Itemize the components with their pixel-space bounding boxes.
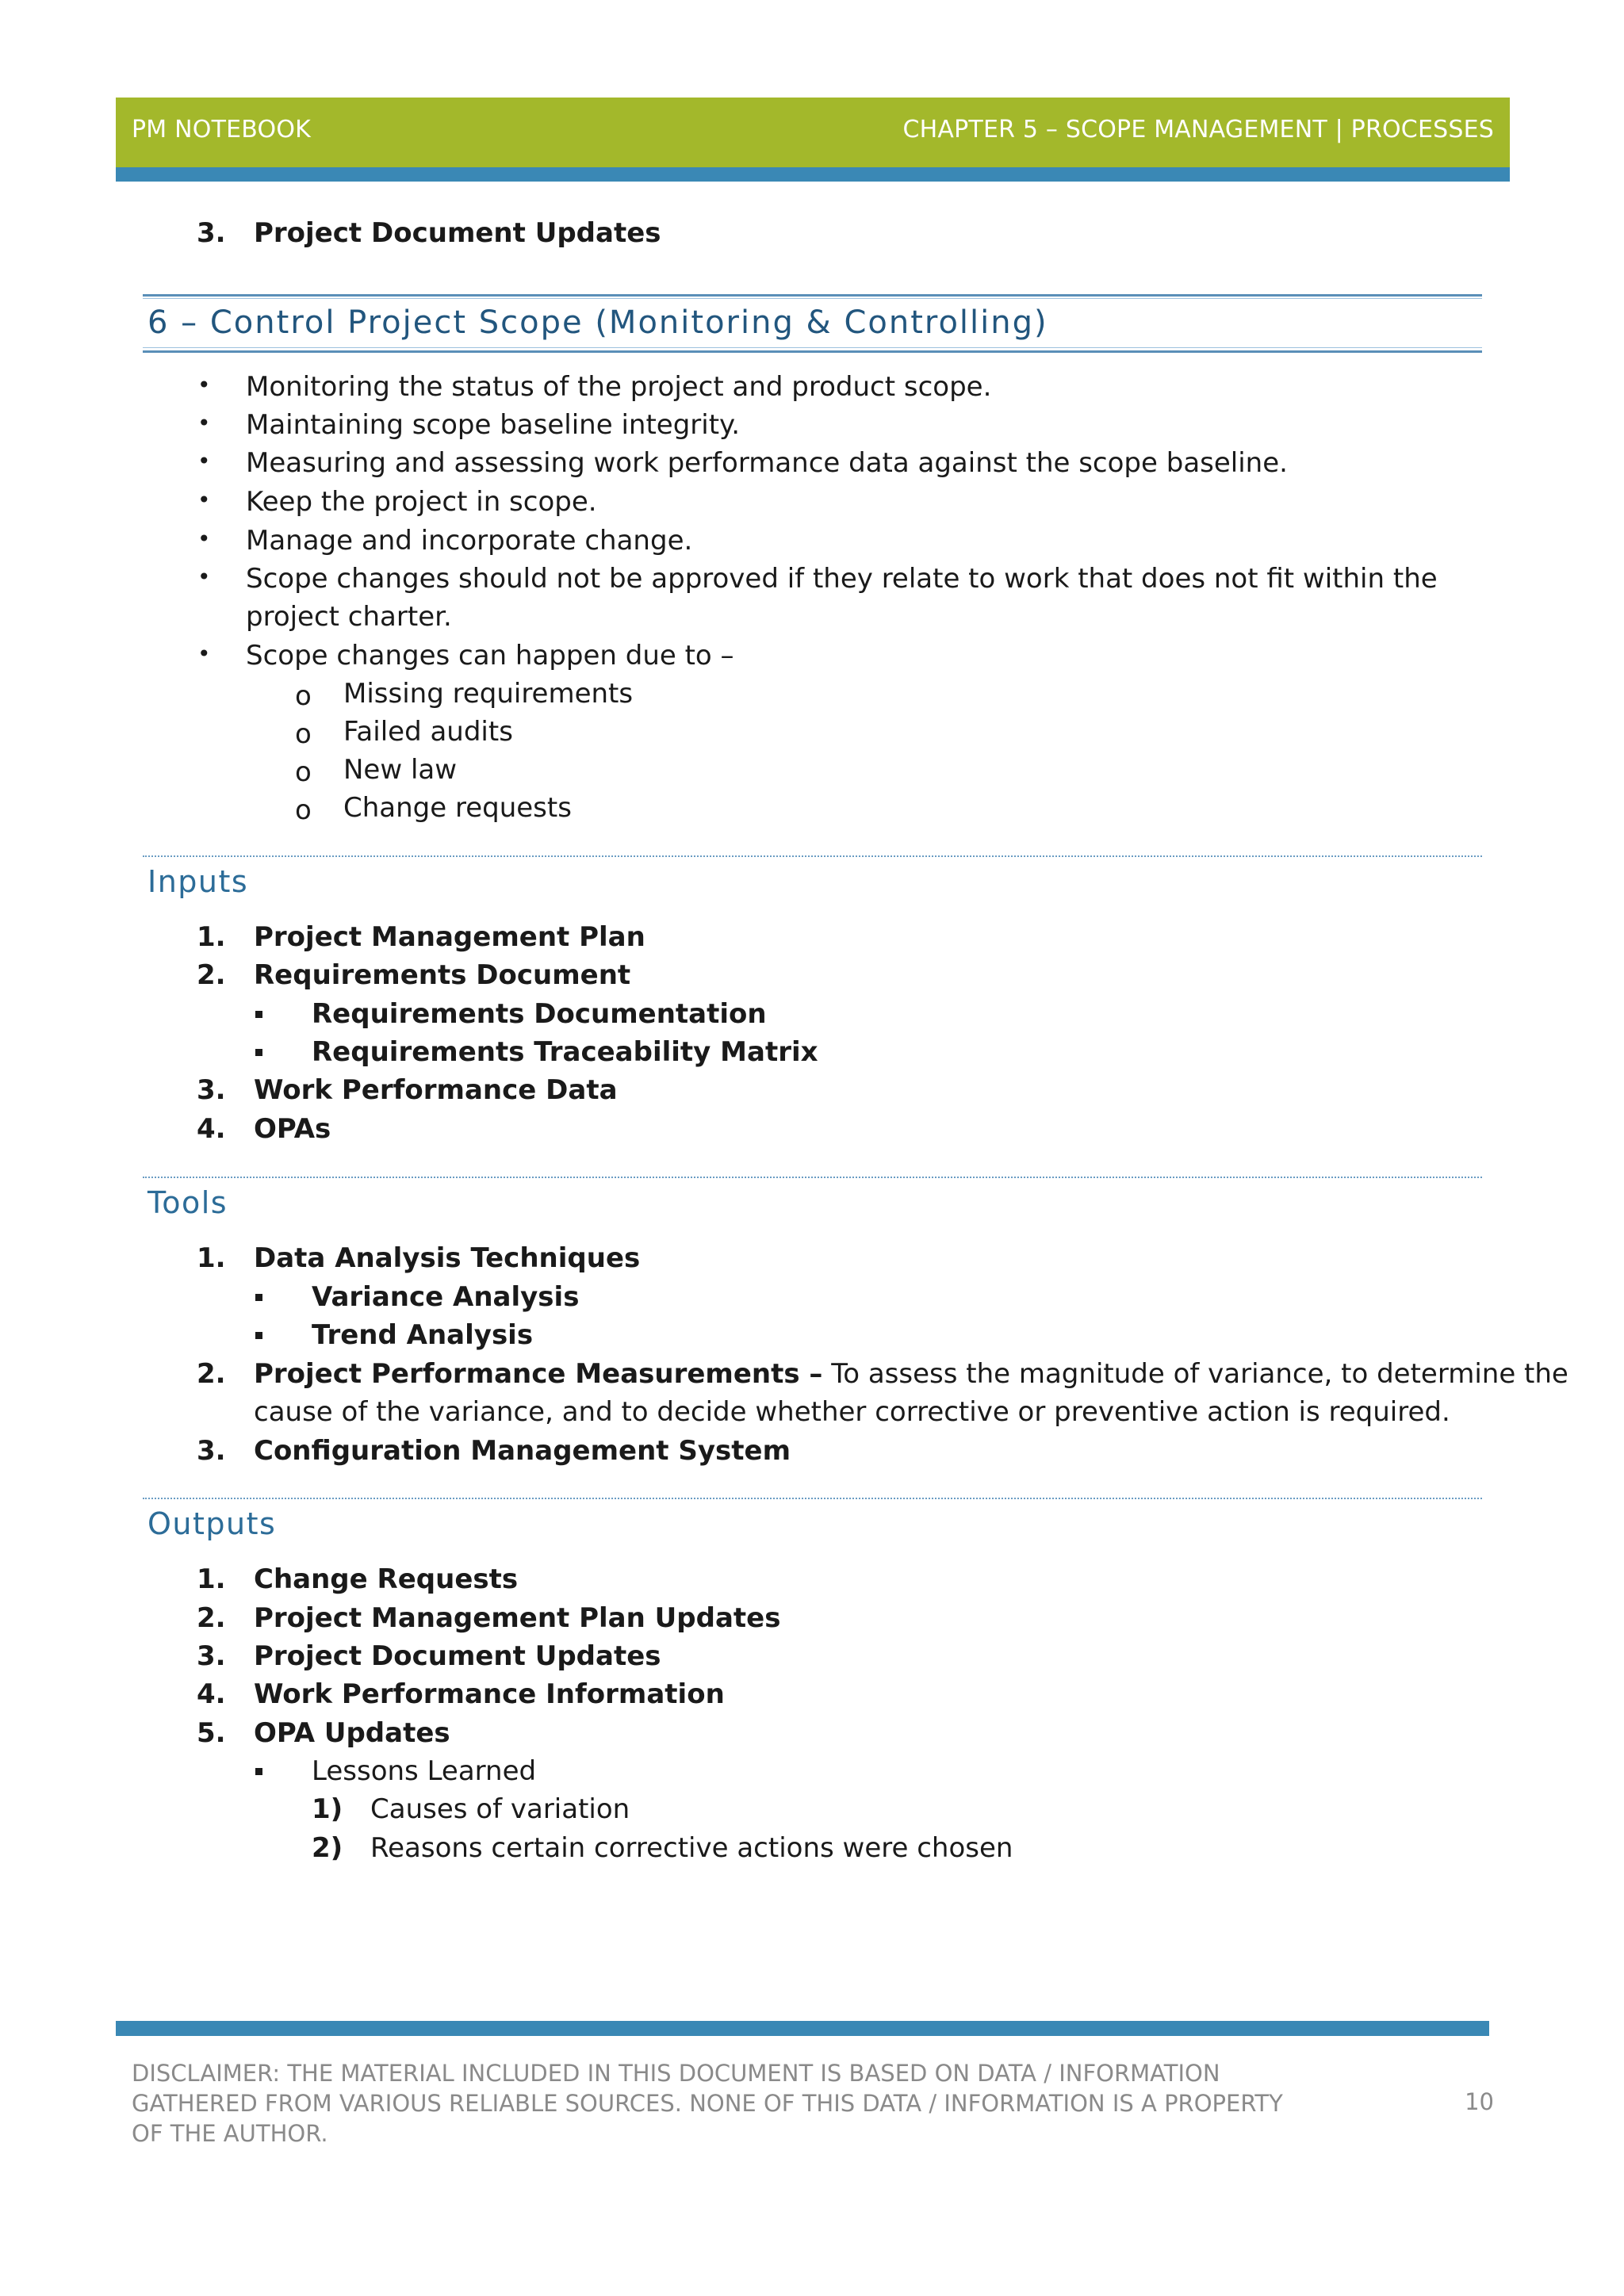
list-item: New law bbox=[343, 754, 458, 786]
list-number: 3. bbox=[197, 217, 226, 249]
square-bullet-icon bbox=[255, 1049, 262, 1056]
list-item-continuation: cause of the variance, and to decide whether corrective or preventive action is required. bbox=[254, 1396, 1450, 1428]
list-item: Work Performance Data bbox=[254, 1074, 618, 1106]
list-item: Missing requirements bbox=[343, 678, 634, 710]
list-item: Requirements Document bbox=[254, 959, 631, 991]
footer-disclaimer bbox=[132, 2058, 1283, 2149]
square-bullet-icon bbox=[255, 1294, 262, 1301]
list-item: Requirements Documentation bbox=[312, 998, 767, 1030]
list-item: Change requests bbox=[343, 792, 572, 824]
bullet-icon: • bbox=[197, 487, 211, 513]
section-rule-top bbox=[143, 294, 1482, 297]
list-item: Requirements Traceability Matrix bbox=[312, 1036, 818, 1068]
list-item: Configuration Management System bbox=[254, 1435, 791, 1467]
footer-disclaimer-line: OF THE AUTHOR. bbox=[132, 2120, 328, 2147]
list-item: Project Management Plan Updates bbox=[254, 1602, 781, 1634]
list-item: Project Document Updates bbox=[254, 1640, 661, 1672]
circle-bullet-icon: o bbox=[295, 718, 312, 750]
list-number: 2. bbox=[197, 1602, 226, 1634]
list-item: Scope changes can happen due to – bbox=[246, 640, 734, 672]
list-number: 1) bbox=[312, 1793, 343, 1825]
list-item: OPAs bbox=[254, 1113, 331, 1145]
list-item-term: Project Performance Measurements – bbox=[254, 1358, 823, 1390]
list-number: 1. bbox=[197, 1242, 226, 1274]
list-item: Change Requests bbox=[254, 1563, 519, 1595]
square-bullet-icon bbox=[255, 1768, 262, 1775]
list-number: 3. bbox=[197, 1435, 226, 1467]
square-bullet-icon bbox=[255, 1011, 262, 1018]
list-item bbox=[254, 1358, 1568, 1390]
page-number: 10 bbox=[1465, 2088, 1494, 2115]
bullet-icon: • bbox=[197, 564, 211, 590]
square-bullet-icon bbox=[255, 1332, 262, 1339]
list-number: 4. bbox=[197, 1113, 226, 1145]
section-rule-bottom-thin bbox=[143, 347, 1482, 348]
bullet-icon: • bbox=[197, 526, 211, 552]
list-item: Project Management Plan bbox=[254, 921, 645, 953]
header-right-text: CHAPTER 5 – SCOPE MANAGEMENT | PROCESSES bbox=[902, 116, 1494, 144]
divider bbox=[143, 1177, 1482, 1178]
section-rule-bottom bbox=[143, 350, 1482, 353]
list-number: 2) bbox=[312, 1832, 343, 1864]
bullet-icon: • bbox=[197, 448, 211, 474]
list-item: Data Analysis Techniques bbox=[254, 1242, 641, 1274]
header-left-text: PM NOTEBOOK bbox=[132, 116, 311, 144]
circle-bullet-icon: o bbox=[295, 680, 312, 712]
bullet-icon: • bbox=[197, 372, 211, 398]
list-number: 1. bbox=[197, 921, 226, 953]
tools-heading: Tools bbox=[147, 1185, 228, 1220]
list-item: Work Performance Information bbox=[254, 1678, 725, 1710]
divider bbox=[143, 855, 1482, 857]
list-item: Variance Analysis bbox=[312, 1281, 580, 1313]
outputs-heading: Outputs bbox=[147, 1506, 277, 1541]
list-item: Causes of variation bbox=[370, 1793, 630, 1825]
list-item: Trend Analysis bbox=[312, 1319, 534, 1351]
list-item: Maintaining scope baseline integrity. bbox=[246, 409, 741, 441]
list-number: 3. bbox=[197, 1640, 226, 1672]
circle-bullet-icon: o bbox=[295, 794, 312, 826]
inputs-heading: Inputs bbox=[147, 864, 249, 899]
divider bbox=[143, 1498, 1482, 1499]
list-item-description: To assess the magnitude of variance, to determine the bbox=[822, 1358, 1568, 1390]
list-item: Reasons certain corrective actions were chosen bbox=[370, 1832, 1013, 1864]
bullet-icon: • bbox=[197, 641, 211, 667]
list-number: 1. bbox=[197, 1563, 226, 1595]
list-item-continuation: project charter. bbox=[246, 601, 452, 633]
section-rule-top-thin bbox=[143, 298, 1482, 299]
list-item: Lessons Learned bbox=[312, 1755, 537, 1787]
circle-bullet-icon: o bbox=[295, 756, 312, 788]
list-item: Project Document Updates bbox=[254, 217, 661, 249]
list-item: Failed audits bbox=[343, 716, 513, 748]
list-number: 2. bbox=[197, 1358, 226, 1390]
list-item: OPA Updates bbox=[254, 1717, 450, 1749]
bullet-icon: • bbox=[197, 410, 211, 436]
list-number: 2. bbox=[197, 959, 226, 991]
footer-disclaimer-line: DISCLAIMER: THE MATERIAL INCLUDED IN THIS DOCUMENT IS BASED ON DATA / INFORMATION bbox=[132, 2060, 1220, 2087]
list-number: 4. bbox=[197, 1678, 226, 1710]
footer-bar bbox=[116, 2021, 1489, 2036]
list-item: Scope changes should not be approved if they relate to work that does not fit within the bbox=[246, 563, 1438, 595]
list-item: Measuring and assessing work performance data against the scope baseline. bbox=[246, 447, 1288, 479]
list-item: Manage and incorporate change. bbox=[246, 525, 693, 557]
header-accent-bar bbox=[116, 167, 1510, 182]
list-item: Monitoring the status of the project and product scope. bbox=[246, 371, 992, 403]
list-number: 5. bbox=[197, 1717, 226, 1749]
list-number: 3. bbox=[197, 1074, 226, 1106]
list-item: Keep the project in scope. bbox=[246, 486, 597, 518]
section-title: 6 – Control Project Scope (Monitoring & Controlling) bbox=[147, 304, 1048, 341]
footer-disclaimer-line: GATHERED FROM VARIOUS RELIABLE SOURCES. NONE OF THIS DATA / INFORMATION IS A PROPERTY bbox=[132, 2090, 1283, 2117]
